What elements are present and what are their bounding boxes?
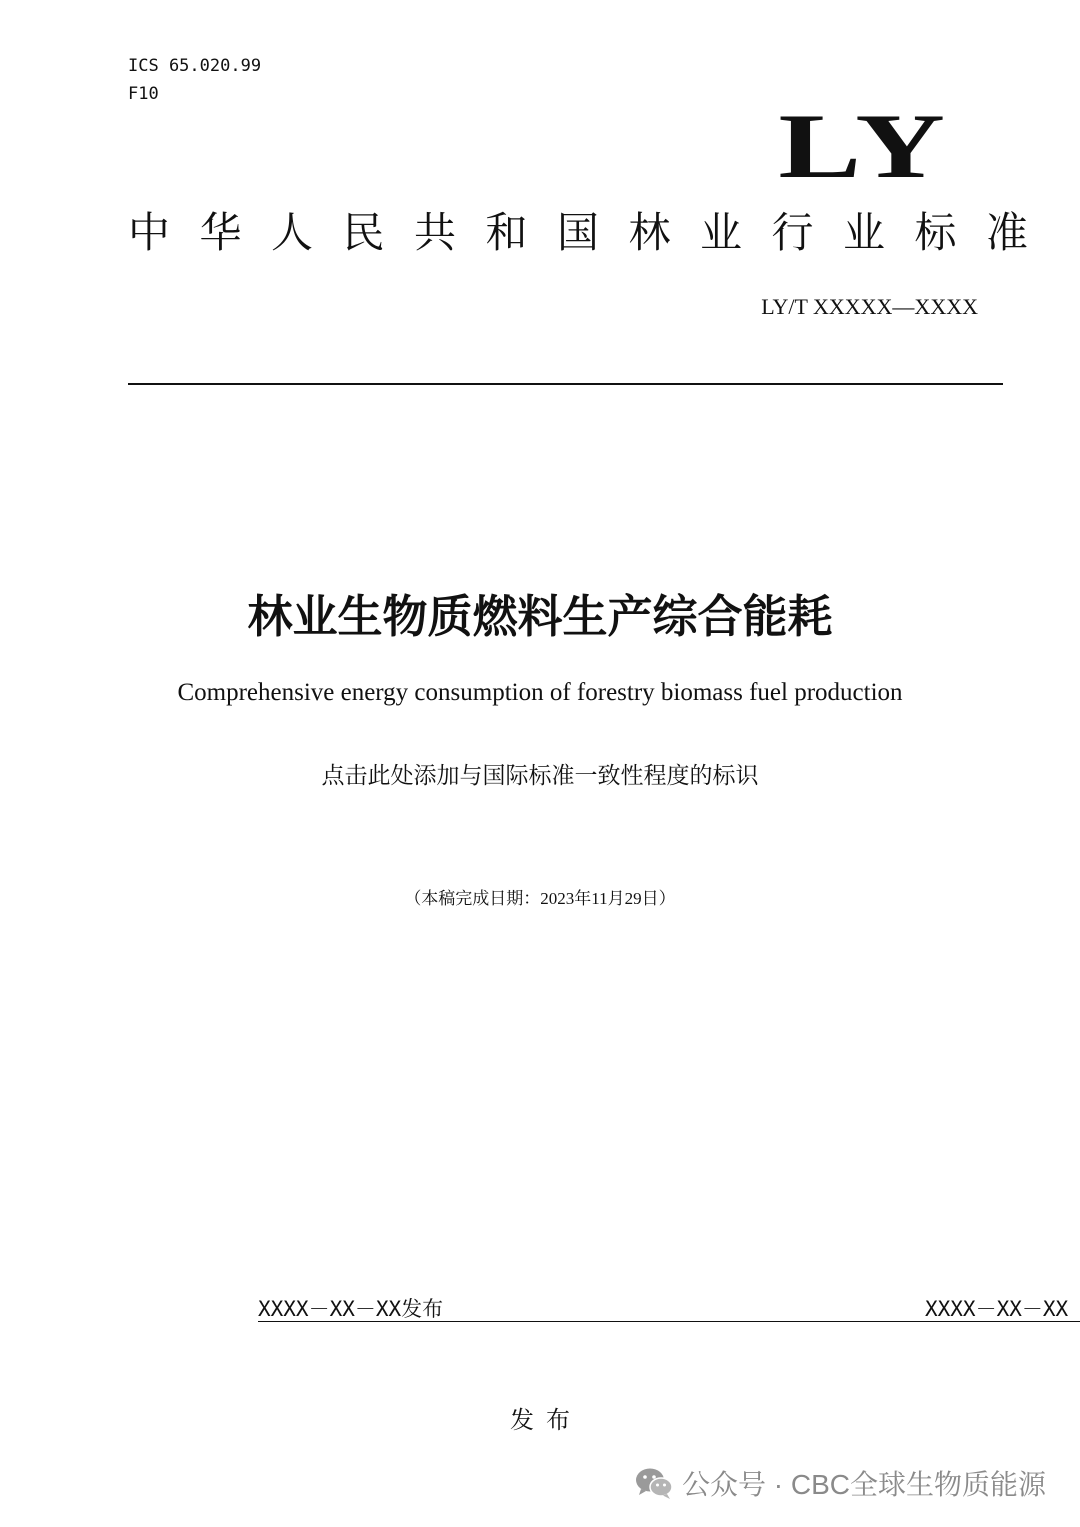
implementation-date: XXXX－XX－XX — [925, 1297, 1069, 1321]
document-title-english: Comprehensive energy consumption of forestry biomass fuel production — [177, 679, 903, 706]
watermark-text: 公众号 · CBC全球生物质能源 — [681, 1469, 1046, 1500]
release-date: XXXX－XX－XX发布 — [258, 1297, 444, 1321]
draft-completion-date: （本稿完成日期：2023年11月29日） — [404, 889, 676, 908]
standard-organization-title: 中华人民共和国林业行业标准 — [128, 209, 1058, 256]
ics-code: ICS 65.020.99 — [128, 56, 262, 76]
bottom-divider — [258, 1321, 1080, 1322]
consistency-placeholder[interactable]: 点击此处添加与国际标准一致性程度的标识 — [321, 763, 759, 788]
standard-number: LY/T XXXXX—XXXX — [761, 294, 978, 319]
document-title-chinese: 林业生物质燃料生产综合能耗 — [247, 591, 833, 642]
watermark — [634, 1463, 1046, 1503]
issuer-label: 发布 — [510, 1407, 582, 1434]
classification-code: F10 — [128, 84, 159, 104]
ly-logo: LY — [778, 95, 950, 197]
top-divider — [128, 383, 1003, 385]
wechat-icon — [634, 1466, 674, 1500]
